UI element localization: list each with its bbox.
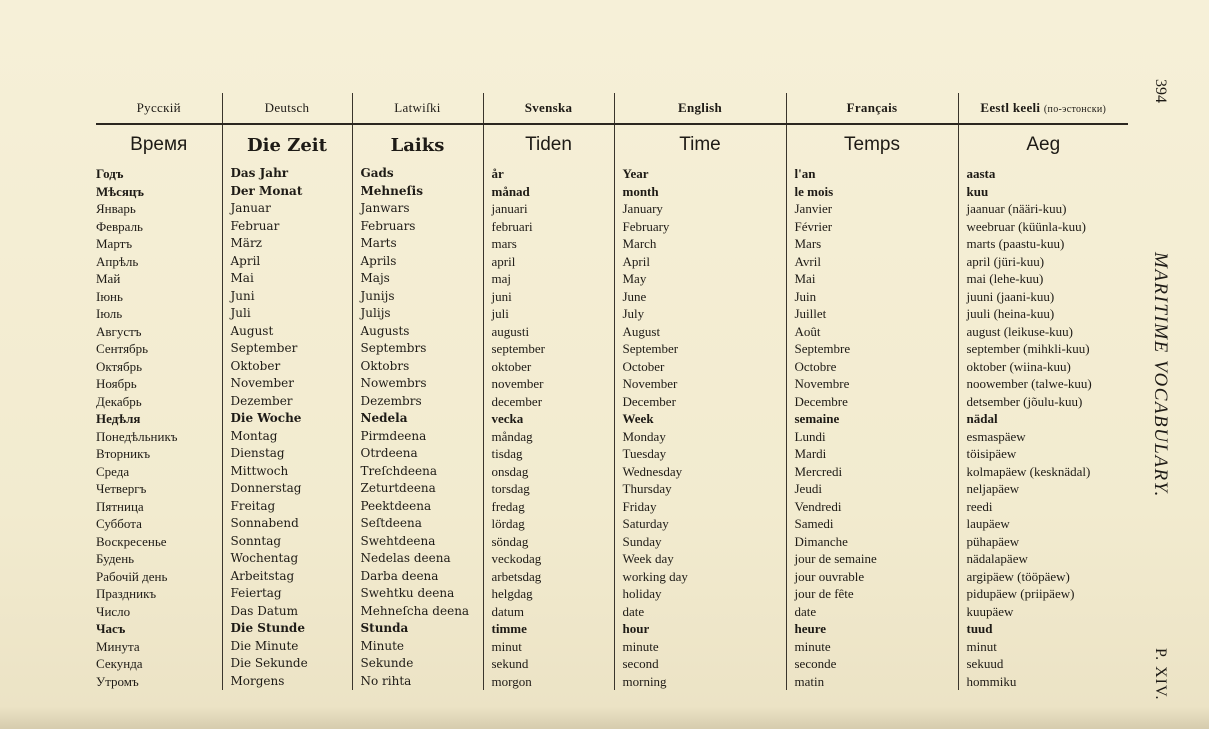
cell-estonian: april (jüri-kuu) bbox=[958, 253, 1128, 271]
cell-latvian: Swehtku deena bbox=[352, 585, 483, 603]
cell-french: Janvier bbox=[786, 200, 958, 218]
cell-latvian: Julijs bbox=[352, 305, 483, 323]
cell-latvian: Septembrs bbox=[352, 340, 483, 358]
page-shadow bbox=[0, 707, 1209, 729]
cell-swedish: vecka bbox=[483, 410, 614, 428]
cell-estonian: laupäew bbox=[958, 515, 1128, 533]
cell-german: Freitag bbox=[222, 498, 352, 516]
cell-english: morning bbox=[614, 673, 786, 691]
cell-french: Février bbox=[786, 218, 958, 236]
cell-french: Mercredi bbox=[786, 463, 958, 481]
table-row bbox=[96, 393, 1128, 411]
language-header-row bbox=[96, 93, 1128, 124]
cell-french: Mardi bbox=[786, 445, 958, 463]
cell-swedish: måndag bbox=[483, 428, 614, 446]
table-row bbox=[96, 445, 1128, 463]
cell-swedish: helgdag bbox=[483, 585, 614, 603]
cell-estonian: argipäew (tööpäew) bbox=[958, 568, 1128, 586]
cell-french: Août bbox=[786, 323, 958, 341]
header-estonian-note: (по-эстонски) bbox=[1043, 104, 1107, 115]
cell-swedish: arbetsdag bbox=[483, 568, 614, 586]
cell-russian: Вторникъ bbox=[96, 446, 151, 462]
cell-german: November bbox=[222, 375, 352, 393]
cell-french: Mai bbox=[786, 270, 958, 288]
cell-russian: Августъ bbox=[96, 323, 142, 339]
cell-german: Oktober bbox=[222, 358, 352, 376]
table-row bbox=[96, 463, 1128, 481]
cell-english: Wednesday bbox=[614, 463, 786, 481]
table-row bbox=[96, 183, 1128, 201]
cell-english: May bbox=[614, 270, 786, 288]
cell-estonian: neljapäew bbox=[958, 480, 1128, 498]
cell-swedish: augusti bbox=[483, 323, 614, 341]
table-row bbox=[96, 253, 1128, 271]
cell-german: Die Woche bbox=[222, 410, 352, 428]
table-row bbox=[96, 550, 1128, 568]
cell-english: date bbox=[614, 603, 786, 621]
cell-latvian: Nedelas deena bbox=[352, 550, 483, 568]
cell-latvian: Gads bbox=[352, 165, 483, 183]
cell-latvian: Sekunde bbox=[352, 655, 483, 673]
header-latvian: Latwiſki bbox=[352, 93, 483, 124]
cell-swedish: april bbox=[483, 253, 614, 271]
cell-latvian: Junijs bbox=[352, 288, 483, 306]
cell-english: Thursday bbox=[614, 480, 786, 498]
cell-french: Septembre bbox=[786, 340, 958, 358]
cell-swedish: veckodag bbox=[483, 550, 614, 568]
table-row bbox=[96, 340, 1128, 358]
cell-french: Juin bbox=[786, 288, 958, 306]
table-row bbox=[96, 375, 1128, 393]
cell-french: heure bbox=[786, 620, 958, 638]
cell-russian: Іюль bbox=[96, 306, 123, 322]
table-row bbox=[96, 673, 1128, 691]
cell-french: Mars bbox=[786, 235, 958, 253]
cell-swedish: morgon bbox=[483, 673, 614, 691]
cell-english: Saturday bbox=[614, 515, 786, 533]
cell-english: March bbox=[614, 235, 786, 253]
table-row bbox=[96, 428, 1128, 446]
cell-french: Avril bbox=[786, 253, 958, 271]
cell-german: Arbeitstag bbox=[222, 568, 352, 586]
topic-estonian: Aeg bbox=[958, 124, 1128, 165]
cell-german: Dienstag bbox=[222, 445, 352, 463]
cell-swedish: sekund bbox=[483, 655, 614, 673]
cell-english: Week day bbox=[614, 550, 786, 568]
cell-estonian: august (leikuse-kuu) bbox=[958, 323, 1128, 341]
cell-latvian: Minute bbox=[352, 638, 483, 656]
cell-swedish: december bbox=[483, 393, 614, 411]
cell-estonian: september (mihkli-kuu) bbox=[958, 340, 1128, 358]
cell-estonian: juuni (jaani-kuu) bbox=[958, 288, 1128, 306]
cell-latvian: Oktobrs bbox=[352, 358, 483, 376]
cell-russian: Сентябрь bbox=[96, 341, 149, 357]
cell-german: August bbox=[222, 323, 352, 341]
cell-english: Year bbox=[614, 165, 786, 183]
table-row bbox=[96, 603, 1128, 621]
cell-russian: Понедѣльникъ bbox=[96, 428, 178, 444]
cell-estonian: kolmapäew (kesknädal) bbox=[958, 463, 1128, 481]
table-row bbox=[96, 235, 1128, 253]
plate-label: P. XIV. bbox=[1152, 648, 1169, 701]
cell-latvian: Nedela bbox=[352, 410, 483, 428]
table-row bbox=[96, 288, 1128, 306]
cell-latvian: Stunda bbox=[352, 620, 483, 638]
cell-russian: Часъ bbox=[96, 621, 126, 637]
cell-english: November bbox=[614, 375, 786, 393]
cell-russian: Февраль bbox=[96, 218, 143, 234]
cell-latvian: Darba deena bbox=[352, 568, 483, 586]
cell-french: Decembre bbox=[786, 393, 958, 411]
cell-swedish: tisdag bbox=[483, 445, 614, 463]
cell-german: Die Sekunde bbox=[222, 655, 352, 673]
header-german: Deutsch bbox=[222, 93, 352, 124]
cell-swedish: fredag bbox=[483, 498, 614, 516]
cell-latvian: Janwars bbox=[352, 200, 483, 218]
cell-swedish: minut bbox=[483, 638, 614, 656]
cell-estonian: detsember (jõulu-kuu) bbox=[958, 393, 1128, 411]
cell-estonian: sekuud bbox=[958, 655, 1128, 673]
topic-russian: Время bbox=[130, 134, 188, 155]
cell-latvian: Mehneſcha deena bbox=[352, 603, 483, 621]
table-row bbox=[96, 638, 1128, 656]
cell-french: jour de semaine bbox=[786, 550, 958, 568]
cell-estonian: weebruar (küünla-kuu) bbox=[958, 218, 1128, 236]
cell-russian: Праздникъ bbox=[96, 586, 157, 602]
topic-french: Temps bbox=[786, 124, 958, 165]
cell-estonian: töisipäew bbox=[958, 445, 1128, 463]
cell-swedish: maj bbox=[483, 270, 614, 288]
cell-estonian: kuu bbox=[958, 183, 1128, 201]
cell-english: July bbox=[614, 305, 786, 323]
cell-french: minute bbox=[786, 638, 958, 656]
cell-swedish: januari bbox=[483, 200, 614, 218]
cell-russian: Будень bbox=[96, 551, 135, 567]
vocabulary-table bbox=[96, 93, 1128, 690]
cell-latvian: Pirmdeena bbox=[352, 428, 483, 446]
cell-russian: Апрѣль bbox=[96, 253, 139, 269]
cell-english: Tuesday bbox=[614, 445, 786, 463]
cell-russian: Май bbox=[96, 271, 121, 287]
cell-german: Juni bbox=[222, 288, 352, 306]
cell-estonian: esmaspäew bbox=[958, 428, 1128, 446]
cell-estonian: reedi bbox=[958, 498, 1128, 516]
cell-french: Lundi bbox=[786, 428, 958, 446]
cell-swedish: torsdag bbox=[483, 480, 614, 498]
cell-german: Montag bbox=[222, 428, 352, 446]
cell-english: October bbox=[614, 358, 786, 376]
cell-german: Der Monat bbox=[222, 183, 352, 201]
cell-german: Wochentag bbox=[222, 550, 352, 568]
cell-latvian: Zeturtdeena bbox=[352, 480, 483, 498]
table-row bbox=[96, 620, 1128, 638]
cell-english: hour bbox=[614, 620, 786, 638]
cell-english: September bbox=[614, 340, 786, 358]
cell-french: Vendredi bbox=[786, 498, 958, 516]
cell-swedish: lördag bbox=[483, 515, 614, 533]
cell-russian: Рабочій день bbox=[96, 568, 168, 584]
cell-swedish: juni bbox=[483, 288, 614, 306]
cell-german: Mittwoch bbox=[222, 463, 352, 481]
cell-estonian: pühapäew bbox=[958, 533, 1128, 551]
cell-estonian: mai (lehe-kuu) bbox=[958, 270, 1128, 288]
cell-french: Octobre bbox=[786, 358, 958, 376]
cell-english: month bbox=[614, 183, 786, 201]
cell-estonian: kuupäew bbox=[958, 603, 1128, 621]
cell-russian: Четвергъ bbox=[96, 481, 147, 497]
cell-english: December bbox=[614, 393, 786, 411]
cell-english: Monday bbox=[614, 428, 786, 446]
cell-french: seconde bbox=[786, 655, 958, 673]
table-row bbox=[96, 655, 1128, 673]
cell-french: jour ouvrable bbox=[786, 568, 958, 586]
cell-french: jour de fête bbox=[786, 585, 958, 603]
table-row bbox=[96, 358, 1128, 376]
cell-estonian: minut bbox=[958, 638, 1128, 656]
topic-swedish: Tiden bbox=[483, 124, 614, 165]
table-row bbox=[96, 498, 1128, 516]
page-number: 394 bbox=[1152, 79, 1169, 103]
topic-latvian: Laiks bbox=[352, 124, 483, 165]
topic-row bbox=[96, 124, 1128, 165]
cell-german: Sonnabend bbox=[222, 515, 352, 533]
header-swedish: Svenska bbox=[483, 93, 614, 124]
cell-french: matin bbox=[786, 673, 958, 691]
cell-swedish: mars bbox=[483, 235, 614, 253]
cell-german: Donnerstag bbox=[222, 480, 352, 498]
cell-russian: Секунда bbox=[96, 656, 143, 672]
cell-estonian: pidupäew (priipäew) bbox=[958, 585, 1128, 603]
cell-german: März bbox=[222, 235, 352, 253]
cell-estonian: juuli (heina-kuu) bbox=[958, 305, 1128, 323]
cell-russian: Мѣсяцъ bbox=[96, 183, 144, 199]
cell-english: holiday bbox=[614, 585, 786, 603]
cell-latvian: Otrdeena bbox=[352, 445, 483, 463]
header-french: Français bbox=[786, 93, 958, 124]
cell-estonian: oktober (wiina-kuu) bbox=[958, 358, 1128, 376]
table-row bbox=[96, 305, 1128, 323]
cell-swedish: onsdag bbox=[483, 463, 614, 481]
cell-russian: Число bbox=[96, 603, 131, 619]
topic-english: Time bbox=[614, 124, 786, 165]
cell-latvian: Seſtdeena bbox=[352, 515, 483, 533]
cell-estonian: nädal bbox=[958, 410, 1128, 428]
cell-english: January bbox=[614, 200, 786, 218]
cell-estonian: hommiku bbox=[958, 673, 1128, 691]
cell-french: Novembre bbox=[786, 375, 958, 393]
cell-german: Das Datum bbox=[222, 603, 352, 621]
cell-russian: Воскресенье bbox=[96, 533, 167, 549]
cell-swedish: månad bbox=[483, 183, 614, 201]
cell-latvian: Marts bbox=[352, 235, 483, 253]
cell-french: date bbox=[786, 603, 958, 621]
cell-french: le mois bbox=[786, 183, 958, 201]
cell-russian: Пятница bbox=[96, 498, 144, 514]
cell-french: Juillet bbox=[786, 305, 958, 323]
cell-english: August bbox=[614, 323, 786, 341]
cell-english: working day bbox=[614, 568, 786, 586]
cell-estonian: tuud bbox=[958, 620, 1128, 638]
cell-russian: Декабрь bbox=[96, 393, 142, 409]
table-row bbox=[96, 480, 1128, 498]
cell-latvian: Mehneſis bbox=[352, 183, 483, 201]
table-row bbox=[96, 568, 1128, 586]
cell-french: l'an bbox=[786, 165, 958, 183]
cell-german: Die Minute bbox=[222, 638, 352, 656]
table-row bbox=[96, 270, 1128, 288]
table-row bbox=[96, 218, 1128, 236]
cell-russian: Октябрь bbox=[96, 358, 143, 374]
cell-german: Dezember bbox=[222, 393, 352, 411]
cell-english: second bbox=[614, 655, 786, 673]
cell-estonian: noowember (talwe-kuu) bbox=[958, 375, 1128, 393]
cell-german: Feiertag bbox=[222, 585, 352, 603]
table-row bbox=[96, 585, 1128, 603]
topic-german: Die Zeit bbox=[222, 124, 352, 165]
table-row bbox=[96, 410, 1128, 428]
cell-estonian: aasta bbox=[958, 165, 1128, 183]
cell-swedish: söndag bbox=[483, 533, 614, 551]
cell-russian: Мартъ bbox=[96, 236, 133, 252]
cell-latvian: Peektdeena bbox=[352, 498, 483, 516]
cell-english: Friday bbox=[614, 498, 786, 516]
cell-latvian: Februars bbox=[352, 218, 483, 236]
cell-german: April bbox=[222, 253, 352, 271]
cell-french: Jeudi bbox=[786, 480, 958, 498]
cell-latvian: Swehtdeena bbox=[352, 533, 483, 551]
cell-estonian: jaanuar (nääri-kuu) bbox=[958, 200, 1128, 218]
cell-german: September bbox=[222, 340, 352, 358]
cell-english: minute bbox=[614, 638, 786, 656]
cell-russian: Годъ bbox=[96, 166, 124, 182]
cell-english: June bbox=[614, 288, 786, 306]
cell-latvian: Augusts bbox=[352, 323, 483, 341]
cell-russian: Ноябрь bbox=[96, 376, 137, 392]
cell-english: Week bbox=[614, 410, 786, 428]
table-row bbox=[96, 323, 1128, 341]
cell-latvian: Treſchdeena bbox=[352, 463, 483, 481]
vocabulary-rows bbox=[96, 165, 1128, 690]
table-row bbox=[96, 165, 1128, 183]
cell-russian: Минута bbox=[96, 638, 140, 654]
cell-german: Die Stunde bbox=[222, 620, 352, 638]
cell-swedish: år bbox=[483, 165, 614, 183]
header-russian: Русскій bbox=[96, 93, 222, 124]
cell-english: Sunday bbox=[614, 533, 786, 551]
cell-russian: Среда bbox=[96, 463, 130, 479]
cell-english: February bbox=[614, 218, 786, 236]
cell-french: Dimanche bbox=[786, 533, 958, 551]
cell-swedish: datum bbox=[483, 603, 614, 621]
cell-german: Morgens bbox=[222, 673, 352, 691]
cell-latvian: Nowembrs bbox=[352, 375, 483, 393]
cell-latvian: Aprils bbox=[352, 253, 483, 271]
cell-russian: Январь bbox=[96, 201, 136, 217]
cell-english: April bbox=[614, 253, 786, 271]
cell-german: Juli bbox=[222, 305, 352, 323]
cell-estonian: nädalapäew bbox=[958, 550, 1128, 568]
cell-swedish: februari bbox=[483, 218, 614, 236]
cell-swedish: juli bbox=[483, 305, 614, 323]
header-english: English bbox=[614, 93, 786, 124]
cell-swedish: timme bbox=[483, 620, 614, 638]
cell-german: Das Jahr bbox=[222, 165, 352, 183]
cell-german: Februar bbox=[222, 218, 352, 236]
cell-german: Mai bbox=[222, 270, 352, 288]
cell-latvian: Dezembrs bbox=[352, 393, 483, 411]
cell-swedish: oktober bbox=[483, 358, 614, 376]
side-title: MARITIME VOCABULARY. bbox=[1150, 252, 1171, 498]
cell-swedish: september bbox=[483, 340, 614, 358]
table-row bbox=[96, 533, 1128, 551]
cell-german: Sonntag bbox=[222, 533, 352, 551]
cell-latvian: Majs bbox=[352, 270, 483, 288]
cell-german: Januar bbox=[222, 200, 352, 218]
cell-russian: Утромъ bbox=[96, 673, 139, 689]
cell-russian: Іюнь bbox=[96, 288, 123, 304]
cell-french: semaine bbox=[786, 410, 958, 428]
cell-russian: Недѣля bbox=[96, 411, 141, 427]
cell-estonian: marts (paastu-kuu) bbox=[958, 235, 1128, 253]
cell-french: Samedi bbox=[786, 515, 958, 533]
cell-latvian: No rihta bbox=[352, 673, 483, 691]
table-row bbox=[96, 200, 1128, 218]
table-row bbox=[96, 515, 1128, 533]
cell-swedish: november bbox=[483, 375, 614, 393]
header-estonian: Eestl keeli (по-эстонски) bbox=[958, 93, 1128, 124]
cell-russian: Суббота bbox=[96, 516, 142, 532]
